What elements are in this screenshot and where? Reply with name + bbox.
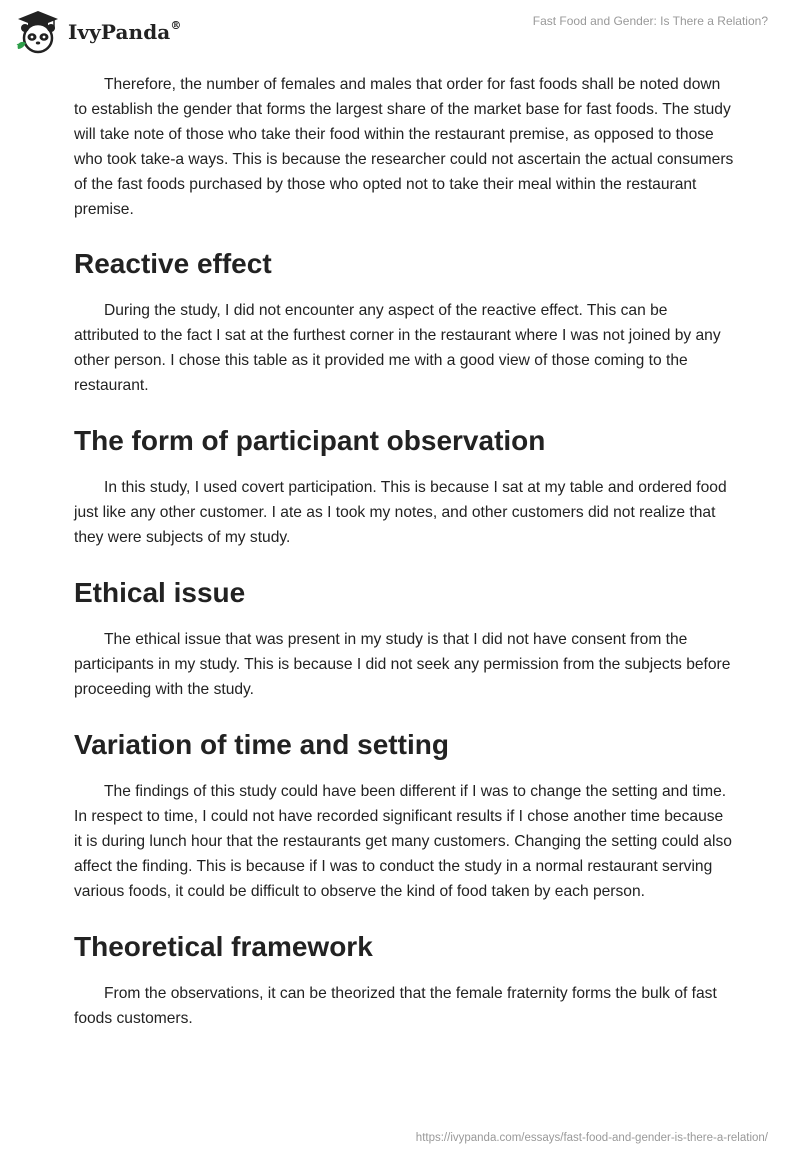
ivypanda-logo[interactable] xyxy=(14,8,181,56)
section-heading-theoretical-framework: Theoretical framework xyxy=(74,931,373,962)
section-text-ethical-issue: The ethical issue that was present in my study is that I did not have consent from the participants in my study. This is because I did not seek any permission from the subjects before proceeding with the study. xyxy=(74,631,731,698)
section-text-variation: The findings of this study could have been different if I was to change the setting and time. In respect to time, I could not have recorded significant results if I chose another time because it is during lunch hour that the restaurants get many customers. Changing the setting could also affect the finding. This is because if I was to conduct the study in a normal restaurant serving various foods, it could be difficult to observe the kind of food taken by each person. xyxy=(74,783,732,900)
section-heading-participant-observation: The form of participant observation xyxy=(74,425,546,456)
page-header xyxy=(0,0,800,64)
section-text-reactive-effect: During the study, I did not encounter any aspect of the reactive effect. This can be attributed to the fact I sat at the furthest corner in the restaurant where I was not joined by any other person. I chose this table as it provided me with a good view of those coming to the restaurant. xyxy=(74,302,721,394)
section-text-participant-observation: In this study, I used covert participation. This is because I sat at my table and ordered food just like any other customer. I ate as I took my notes, and other customers did not realize that they were subjects of my study. xyxy=(74,479,727,546)
section-heading-reactive-effect: Reactive effect xyxy=(74,248,272,279)
intro-paragraph: Therefore, the number of females and males that order for fast foods shall be noted down to establish the gender that forms the largest share of the market base for fast foods. The study will take note of those who take their food within the restaurant premise, as opposed to those who took take-a ways. This is because the researcher could not ascertain the actual consumers of the fast foods purchased by those who opted not to take their meal within the restaurant premise. xyxy=(74,76,734,218)
document-title: Fast Food and Gender: Is There a Relation? xyxy=(532,14,768,28)
section-text-theoretical-framework: From the observations, it can be theorized that the female fraternity forms the bulk of fast foods customers. xyxy=(74,985,717,1027)
essay-body xyxy=(74,72,734,1031)
panda-mascot-icon xyxy=(14,9,62,55)
source-url[interactable]: https://ivypanda.com/essays/fast-food-and-gender-is-there-a-relation/ xyxy=(415,1132,768,1144)
brand-name: IvyPanda® xyxy=(68,19,182,44)
section-heading-variation: Variation of time and setting xyxy=(74,729,449,760)
section-heading-ethical-issue: Ethical issue xyxy=(74,577,246,608)
